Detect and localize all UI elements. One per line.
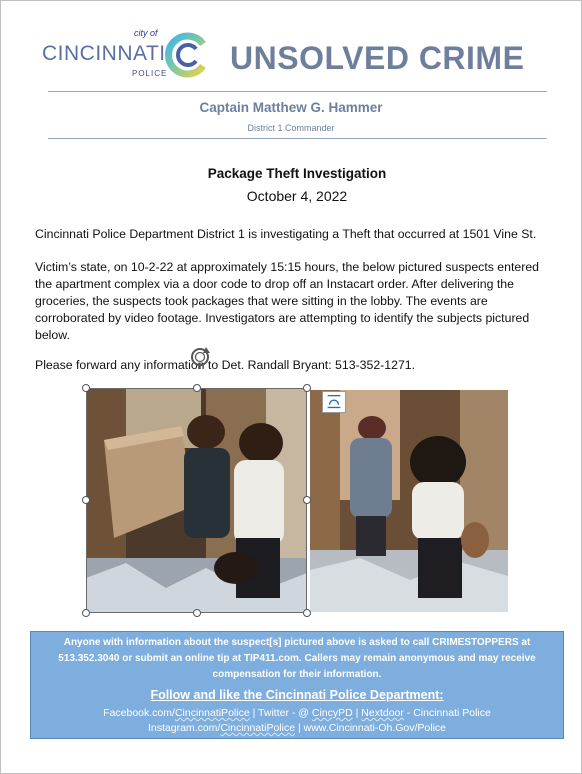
header-divider-bottom: [48, 138, 547, 139]
twitter-handle: CincyPD: [311, 707, 353, 719]
nextdoor-suffix: - Cincinnati Police: [403, 707, 491, 719]
instagram-prefix: Instagram.com/: [147, 722, 221, 734]
facebook-handle: CincinnatiPolice: [174, 707, 250, 719]
captain-name: Captain Matthew G. Hammer: [199, 100, 383, 115]
resize-handle-bottom[interactable]: [193, 609, 201, 617]
nextdoor-label: Nextdoor: [361, 707, 404, 719]
commander-title: District 1 Commander: [247, 123, 335, 133]
header-divider-top: [48, 91, 547, 92]
suspect-photo-1[interactable]: [86, 388, 307, 613]
layout-options-button[interactable]: [322, 391, 346, 413]
resize-handle-right[interactable]: [303, 496, 311, 504]
resize-handle-top-right[interactable]: [303, 384, 311, 392]
investigation-date: October 4, 2022: [246, 188, 348, 204]
rotate-handle-icon[interactable]: [188, 345, 212, 369]
logo-c-mark-icon: [165, 32, 211, 78]
resize-handle-top-left[interactable]: [82, 384, 90, 392]
resize-handle-bottom-left[interactable]: [82, 609, 90, 617]
crimestoppers-info-box: [30, 631, 564, 739]
cincinnati-police-logo: [42, 30, 214, 82]
layout-options-icon: [323, 392, 345, 412]
suspect-photo-1-image: [86, 388, 307, 613]
resize-handle-left[interactable]: [82, 496, 90, 504]
resize-handle-top[interactable]: [193, 384, 201, 392]
instagram-handle: CincinnatiPolice: [220, 722, 296, 734]
suspect-photo-2[interactable]: [310, 390, 508, 612]
investigation-heading: Package Theft Investigation: [207, 166, 387, 181]
separator: |: [352, 707, 362, 719]
resize-handle-bottom-right[interactable]: [303, 609, 311, 617]
suspect-photo-2-image: [310, 390, 508, 612]
website-link: | www.Cincinnati-Oh.Gov/Police: [295, 722, 447, 734]
facebook-prefix: Facebook.com/: [103, 707, 175, 719]
paragraph-details: Victim’s state, on 10-2-22 at approximately 15:15 hours, the below pictured suspects entered the apartment complex via a door code to drop off an Instacart order. After delivering the groceries, the suspects took packages that were sitting in the lobby. The events are corroborated by video footage. Investigators are attempting to identify the subjects pictured below.: [35, 260, 540, 342]
logo-cityof: city of: [134, 28, 158, 38]
page-title: UNSOLVED CRIME: [230, 40, 525, 76]
follow-heading: Follow and like the Cincinnati Police Department:: [150, 688, 444, 702]
crimestoppers-text: Anyone with information about the suspect[s] pictured above is asked to call CRIMESTOPPERS at 513.352.3040 or submit an online tip at TIP411.com. Callers may remain anonymous and may receive compensation for their information.: [58, 637, 536, 680]
social-links-line-2: [31, 722, 563, 734]
paragraph-contact: Please forward any information to Det. Randall Bryant: 513-352-1271.: [35, 358, 416, 372]
social-links-line-1: [31, 707, 563, 719]
paragraph-intro: Cincinnati Police Department District 1 is investigating a Theft that occurred at 1501 Vine St.: [35, 227, 537, 241]
twitter-prefix: | Twitter - @: [249, 707, 312, 719]
logo-name: CINCINNATI: [42, 42, 166, 65]
logo-police: POLICE: [132, 69, 168, 78]
